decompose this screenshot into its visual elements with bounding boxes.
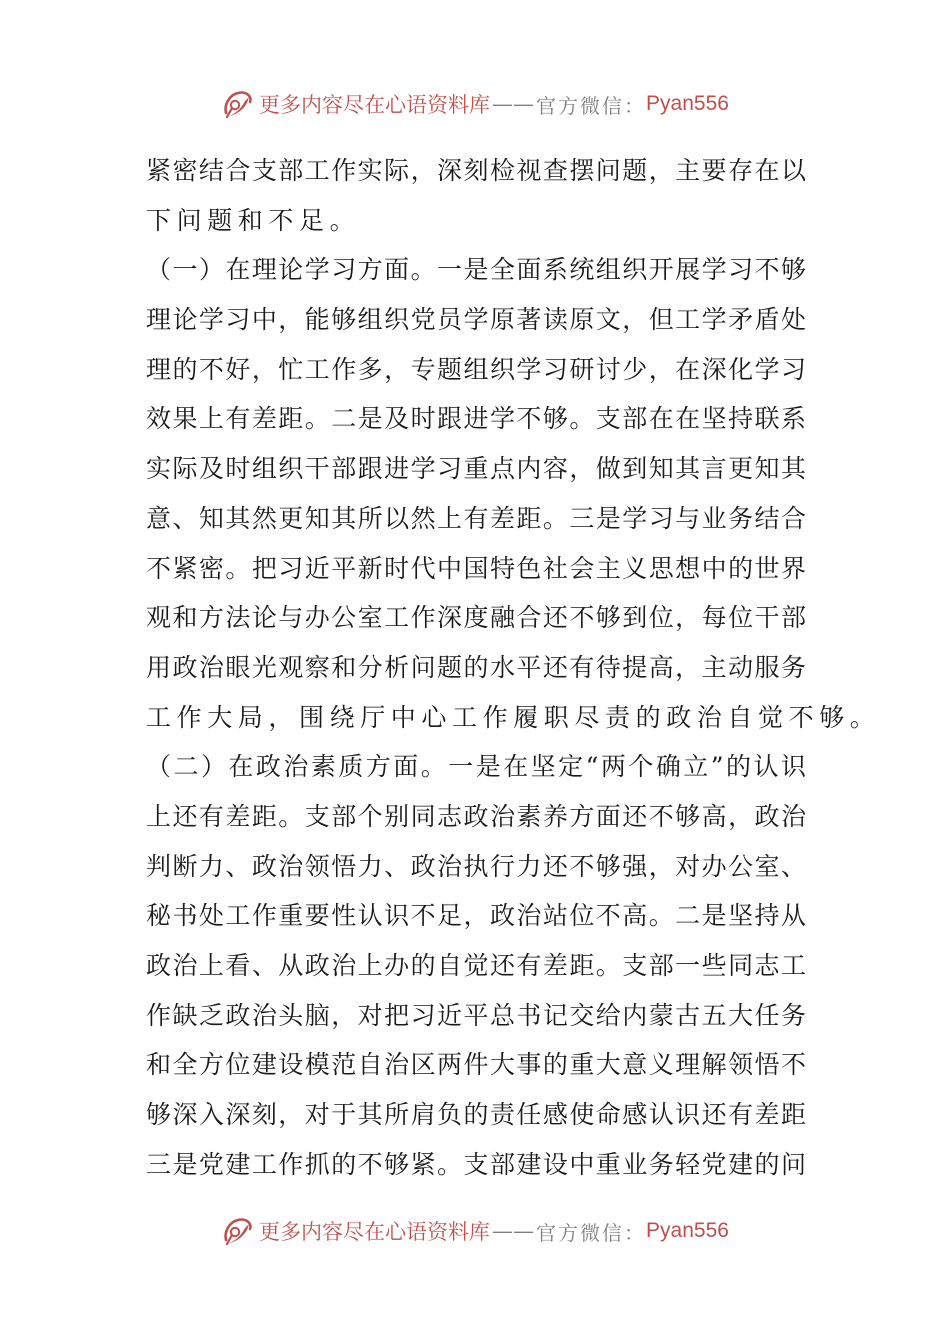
banner-wechat-label: 官方微信： [536,93,647,118]
text-line: 不紧密。把习近平新时代中国特色社会主义思想中的世界 [146,553,806,583]
text-line: 和全方位建设模范自治区两件大事的重大意义理解领悟不 [146,1050,806,1080]
text-line: 实际及时组织干部跟进学习重点内容，做到知其言更知其 [146,454,806,484]
text-line: 工作大局，围绕厅中心工作履职尽责的政治自觉不够。 [146,702,881,732]
pen-nib-logo-icon [221,87,255,121]
banner-wechat-id: Pyan556 [646,92,729,115]
text-line: 理的不好，忙工作多，专题组织学习研讨少，在深化学习 [146,354,806,384]
text-line: 秘书处工作重要性认识不足，政治站位不高。二是坚持从 [146,901,806,931]
text-line: 判断力、政治领悟力、政治执行力还不够强，对办公室、 [146,851,806,881]
pen-nib-logo-icon [221,1214,255,1248]
text-line: （二）在政治素质方面。一是在坚定“两个确立”的认识 [146,752,806,782]
text-line: 作缺乏政治头脑，对把习近平总书记交给内蒙古五大任务 [146,1000,806,1030]
text-line: 意、知其然更知其所以然上有差距。三是学习与业务结合 [146,503,806,533]
footer-banner [0,1211,950,1251]
text-line: （一）在理论学习方面。一是全面系统组织开展学习不够 [146,255,806,285]
text-line: 下问题和不足。 [146,205,361,235]
text-line: 观和方法论与办公室工作深度融合还不够到位，每位干部 [146,603,806,633]
header-banner [0,84,950,124]
banner-dash: —— [492,92,535,116]
text-line: 理论学习中，能够组织党员学原著读原文，但工学矛盾处 [146,305,806,335]
text-line: 上还有差距。支部个别同志政治素养方面还不够高，政治 [146,801,806,831]
banner-brand-text: 更多内容尽在心语资料库 [259,1220,491,1244]
document-body [146,146,881,1189]
text-line: 紧密结合支部工作实际，深刻检视查摆问题，主要存在以 [146,156,806,185]
banner-dash: —— [492,1219,535,1243]
banner-wechat-label: 官方微信： [536,1220,647,1245]
text-line: 政治上看、从政治上办的自觉还有差距。支部一些同志工 [146,951,806,980]
text-line: 用政治眼光观察和分析问题的水平还有待提高，主动服务 [146,652,806,682]
banner-wechat-id: Pyan556 [646,1219,729,1242]
text-line: 效果上有差距。二是及时跟进学不够。支部在在坚持联系 [146,404,806,434]
banner-brand-text: 更多内容尽在心语资料库 [259,93,491,117]
text-line: 三是党建工作抓的不够紧。支部建设中重业务轻党建的问 [146,1149,806,1179]
text-line: 够深入深刻，对于其所肩负的责任感使命感认识还有差距 [146,1100,806,1130]
